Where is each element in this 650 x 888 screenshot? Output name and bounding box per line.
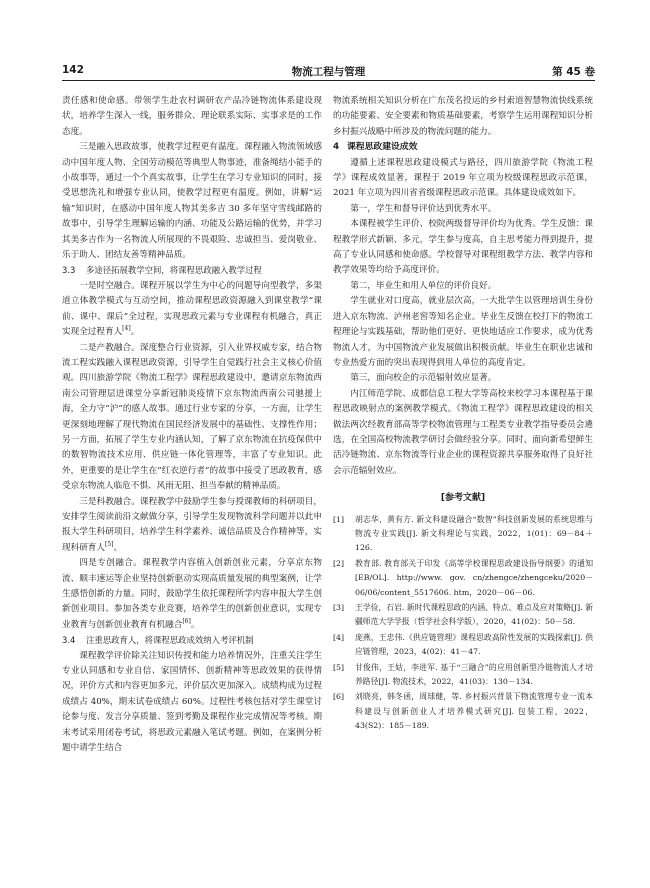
paragraph: 二是产教融合。深度整合行业资源，引入业界权威专家，结合物流工程实践融入课程思政资源，引导学生自觉践行社会主义核心价值观。四川旅游学院《物流工程学》课程思政建设中，邀请京东物流西南公司管理层进课堂分享新冠肺炎疫情下京东物流西南公司驰援上海，全力守“沪”的感人故事。通过行业专家的分享，一方面，让学生更深刻地理解了现代物流在国民经济发展中的基础性、支撑性作用；另一方面，拓展了学生专业内涵认知，了解了京东物流在抗疫保供中的数智物流技术应用、供应链一体化管理等，丰富了专业知识。此外，更重要的是让学生在“红衣逆行者”的故事中接受了思政教育，感受京东物流人临危不惧、风雨无阻、担当奉献的精神品质。 <box>62 342 322 492</box>
citation: [4] <box>122 325 131 333</box>
citation: [6] <box>182 617 191 625</box>
reference-item <box>333 631 593 660</box>
paragraph: 三是融入思政故事，使教学过程更有温度。课程融入物流领域感动中国年度人物、全国劳动模范等典型人物事迹，准备绳结小能手的小故事等，通过一个个真实故事，让学生在学习专业知识的同时，接受思想洗礼和增强专业认同，使教学过程更有温度。例如，讲解“运输”知识时，在感动中国年度人物其美多吉 30 多年坚守雪线邮路的故事中，引导学生理解运输的内涵、功能及公路运输的优势，并学习其美多吉作为一名物流人所展现的不畏艰险、忠诚担当、爱岗敬业、乐于助人、团结友善等精神品质。 <box>62 142 322 261</box>
reference-item <box>333 601 593 630</box>
citation: [5] <box>104 540 114 548</box>
reference-number: [5] <box>333 662 345 672</box>
reference-number: [1] <box>333 514 345 524</box>
page-number: 142 <box>62 64 84 76</box>
paragraph-text: 一是时空融合。课程开展以学生为中心的问题导向型教学，多渠道立体教学模式与互动空间，推动课程思政资源融入到课堂教学“课前、课中、课后”全过程，实现思政元素与专业课程有机融合，真正实现全过程育人 <box>62 280 322 338</box>
paragraph <box>62 556 322 633</box>
paragraph: 物流系统相关知识分析在广东茂名投运的乡村索道智慧物流快线系统的功能要素、安全要素和物质基础要素，考察学生运用课程知识分析乡村振兴战略中所涉及的物流问题的能力。 <box>333 96 593 137</box>
reference-text: 胡志华，黄有方. 新文科建设融合“数智”科技创新发展的系统思维与物流专业实践[J]. 新文科理论与实践，2022，1(01)：69－84＋126. <box>355 514 593 553</box>
reference-text: 教育部. 教育部关于印发《高等学校课程思政建设指导纲要》的通知[EB/OL]. http://www. gov. cn/zhengce/zhengceku/2020－06/06/content_5517606. htm，2020－06－06. <box>355 558 593 597</box>
reference-list <box>333 513 593 734</box>
subsection-title: 注重思政育人，将课程思政成效纳入考评机制 <box>86 635 254 646</box>
punctuation: 。 <box>130 327 140 338</box>
page-header <box>62 62 595 81</box>
reference-text: 甘俊伟，王姑，李进军. 基于“三融合”的应用创新型冷链物流人才培养路径[J]. 物流技术，2022，41(03)：130－134. <box>355 662 593 687</box>
paragraph: 责任感和使命感。带领学生赴农村调研农产品冷链物流体系建设现状，培养学生深入一线，服务群众、理论联系实际、实事求是的工作态度。 <box>62 96 322 137</box>
references-title: [参考文献] <box>440 493 486 504</box>
paragraph: 第一，学生和督导评价达到优秀水平。 <box>350 203 497 214</box>
paragraph-text: 四是专创融合。课程教学内容植入创新创业元素，分享京东物流、顺丰速运等企业坚持创新驱动实现高质量发展的典型案例，让学生感悟创新的力量。同时，鼓励学生依托课程所学内容申报大学生创新创业项目、参加各类专业竞赛，培养学生的创新创业意识，实现专业教育与创新创业教育有机融合 <box>62 558 322 630</box>
paragraph-text: 三是科教融合。课程教学中鼓励学生参与授课教师的科研项目，安排学生阅读前沿文献做分享，引导学生发现物流科学问题并以此申报大学生科研项目，培养学生科学素养、诚信品质及合作精神等，实现科研育人 <box>62 496 322 553</box>
left-column <box>62 94 322 756</box>
section-number: 4 <box>333 142 340 153</box>
section-title: 课程思政建设成效 <box>347 142 418 153</box>
journal-title: 物流工程与管理 <box>291 66 366 78</box>
punctuation: 。 <box>190 619 200 630</box>
subsection-heading <box>62 263 322 278</box>
subsection-heading <box>62 633 322 648</box>
reference-text: 庞燕，王忠伟.《供应链管理》课程思政高阶性发展的实践探索[J]. 供应链管理，2023，4(02)：41－47. <box>355 632 593 657</box>
subsection-title: 多途径拓展教学空间，将课程思政融入教学过程 <box>86 265 262 276</box>
paragraph: 课程教学评价除关注知识传授和能力培养情况外，注重关注学生专业认同感和专业自信、家国情怀、创新精神等思政效果的获得情况，评价方式和内容更加多元，评价层次更加深入。成绩构成为过程成绩占 40%，期末试卷成绩占 60%。过程性考核包括对学生课堂讨论参与度、发言分享质量、签到考勤及课程作业完成情况等考核。期末考试采用闭卷考试，将思政元素融入笔试考题。例如，在案例分析题中请学生结合 <box>62 650 322 754</box>
reference-number: [2] <box>333 558 345 568</box>
paragraph: 遵循上述课程思政建设模式与路径，四川旅游学院《物流工程学》课程成效显著，课程于 2019 年立项为校级课程思政示范课，2021 年立项为四川省省级课程思政示范课。具体建设成效如下。 <box>333 157 593 199</box>
subsection-number: 3.3 <box>62 265 76 276</box>
reference-text: 王学俭，石岩. 新时代课程思政的内涵、特点、难点及应对策略[J]. 新疆师范大学学报（哲学社会科学版），2020，41(02)：50－58. <box>355 603 593 627</box>
reference-number: [6] <box>333 692 345 702</box>
reference-text: 刘晓亮，韩冬函，周球健，等. 乡村振兴背景下物流管理专业一流本科建设与创新创业人才培养模式研究[J]. 包装工程，2022，43(S2)：185－189. <box>355 692 593 731</box>
reference-number: [3] <box>333 603 345 612</box>
reference-item <box>333 690 593 733</box>
right-column <box>333 94 593 735</box>
subsection-number: 3.4 <box>62 635 76 646</box>
reference-item <box>333 661 593 690</box>
paragraph <box>62 279 322 341</box>
paragraph: 第三，面向校企的示范辐射效应显著。 <box>350 373 497 384</box>
paragraph <box>62 495 322 557</box>
reference-item <box>333 513 593 556</box>
paragraph: 本课程被学生评价、校院两级督导评价均为优秀。学生反馈：课程教学形式新颖、多元，学生参与度高，自主思考能力得到提升，提高了专业认同感和使命感。学校督导对课程组教学方法、教学内容和教学效果等均给予高度评价。 <box>333 219 593 276</box>
volume-label: 第 45 卷 <box>552 66 595 78</box>
paragraph: 内江师范学院、成都信息工程大学等高校来校学习本课程基于课程思政映射点的案例教学模式。《物流工程学》课程思政建设的相关做法两次经教育部高等学校物流管理与工程类专业教学指导委员会遴选，在全国高校物流教学研讨会做经验分享。同时，面向新希望鲜生活冷链物流、京东物流等行业企业的课程资源共享服务取得了良好社会示范辐射效应。 <box>333 388 593 476</box>
reference-item <box>333 557 593 600</box>
paragraph: 学生就业对口度高，就业层次高，一大批学生以管理培训生身份进入京东物流、泸州老窖等知名企业。毕业生反馈在校打下的物流工程理论与实践基础，帮助他们更好、更快地适应工作要求，成为优秀物流人才，为中国物流产业发展做出积极贡献。毕业生在职业忠诚和专业热爱方面的突出表现得到用人单位的高度肯定。 <box>333 296 593 368</box>
section-heading <box>333 140 593 155</box>
paragraph: 第二，毕业生和用人单位的评价良好。 <box>350 280 497 291</box>
punctuation: 。 <box>113 542 123 553</box>
reference-number: [4] <box>333 632 345 642</box>
